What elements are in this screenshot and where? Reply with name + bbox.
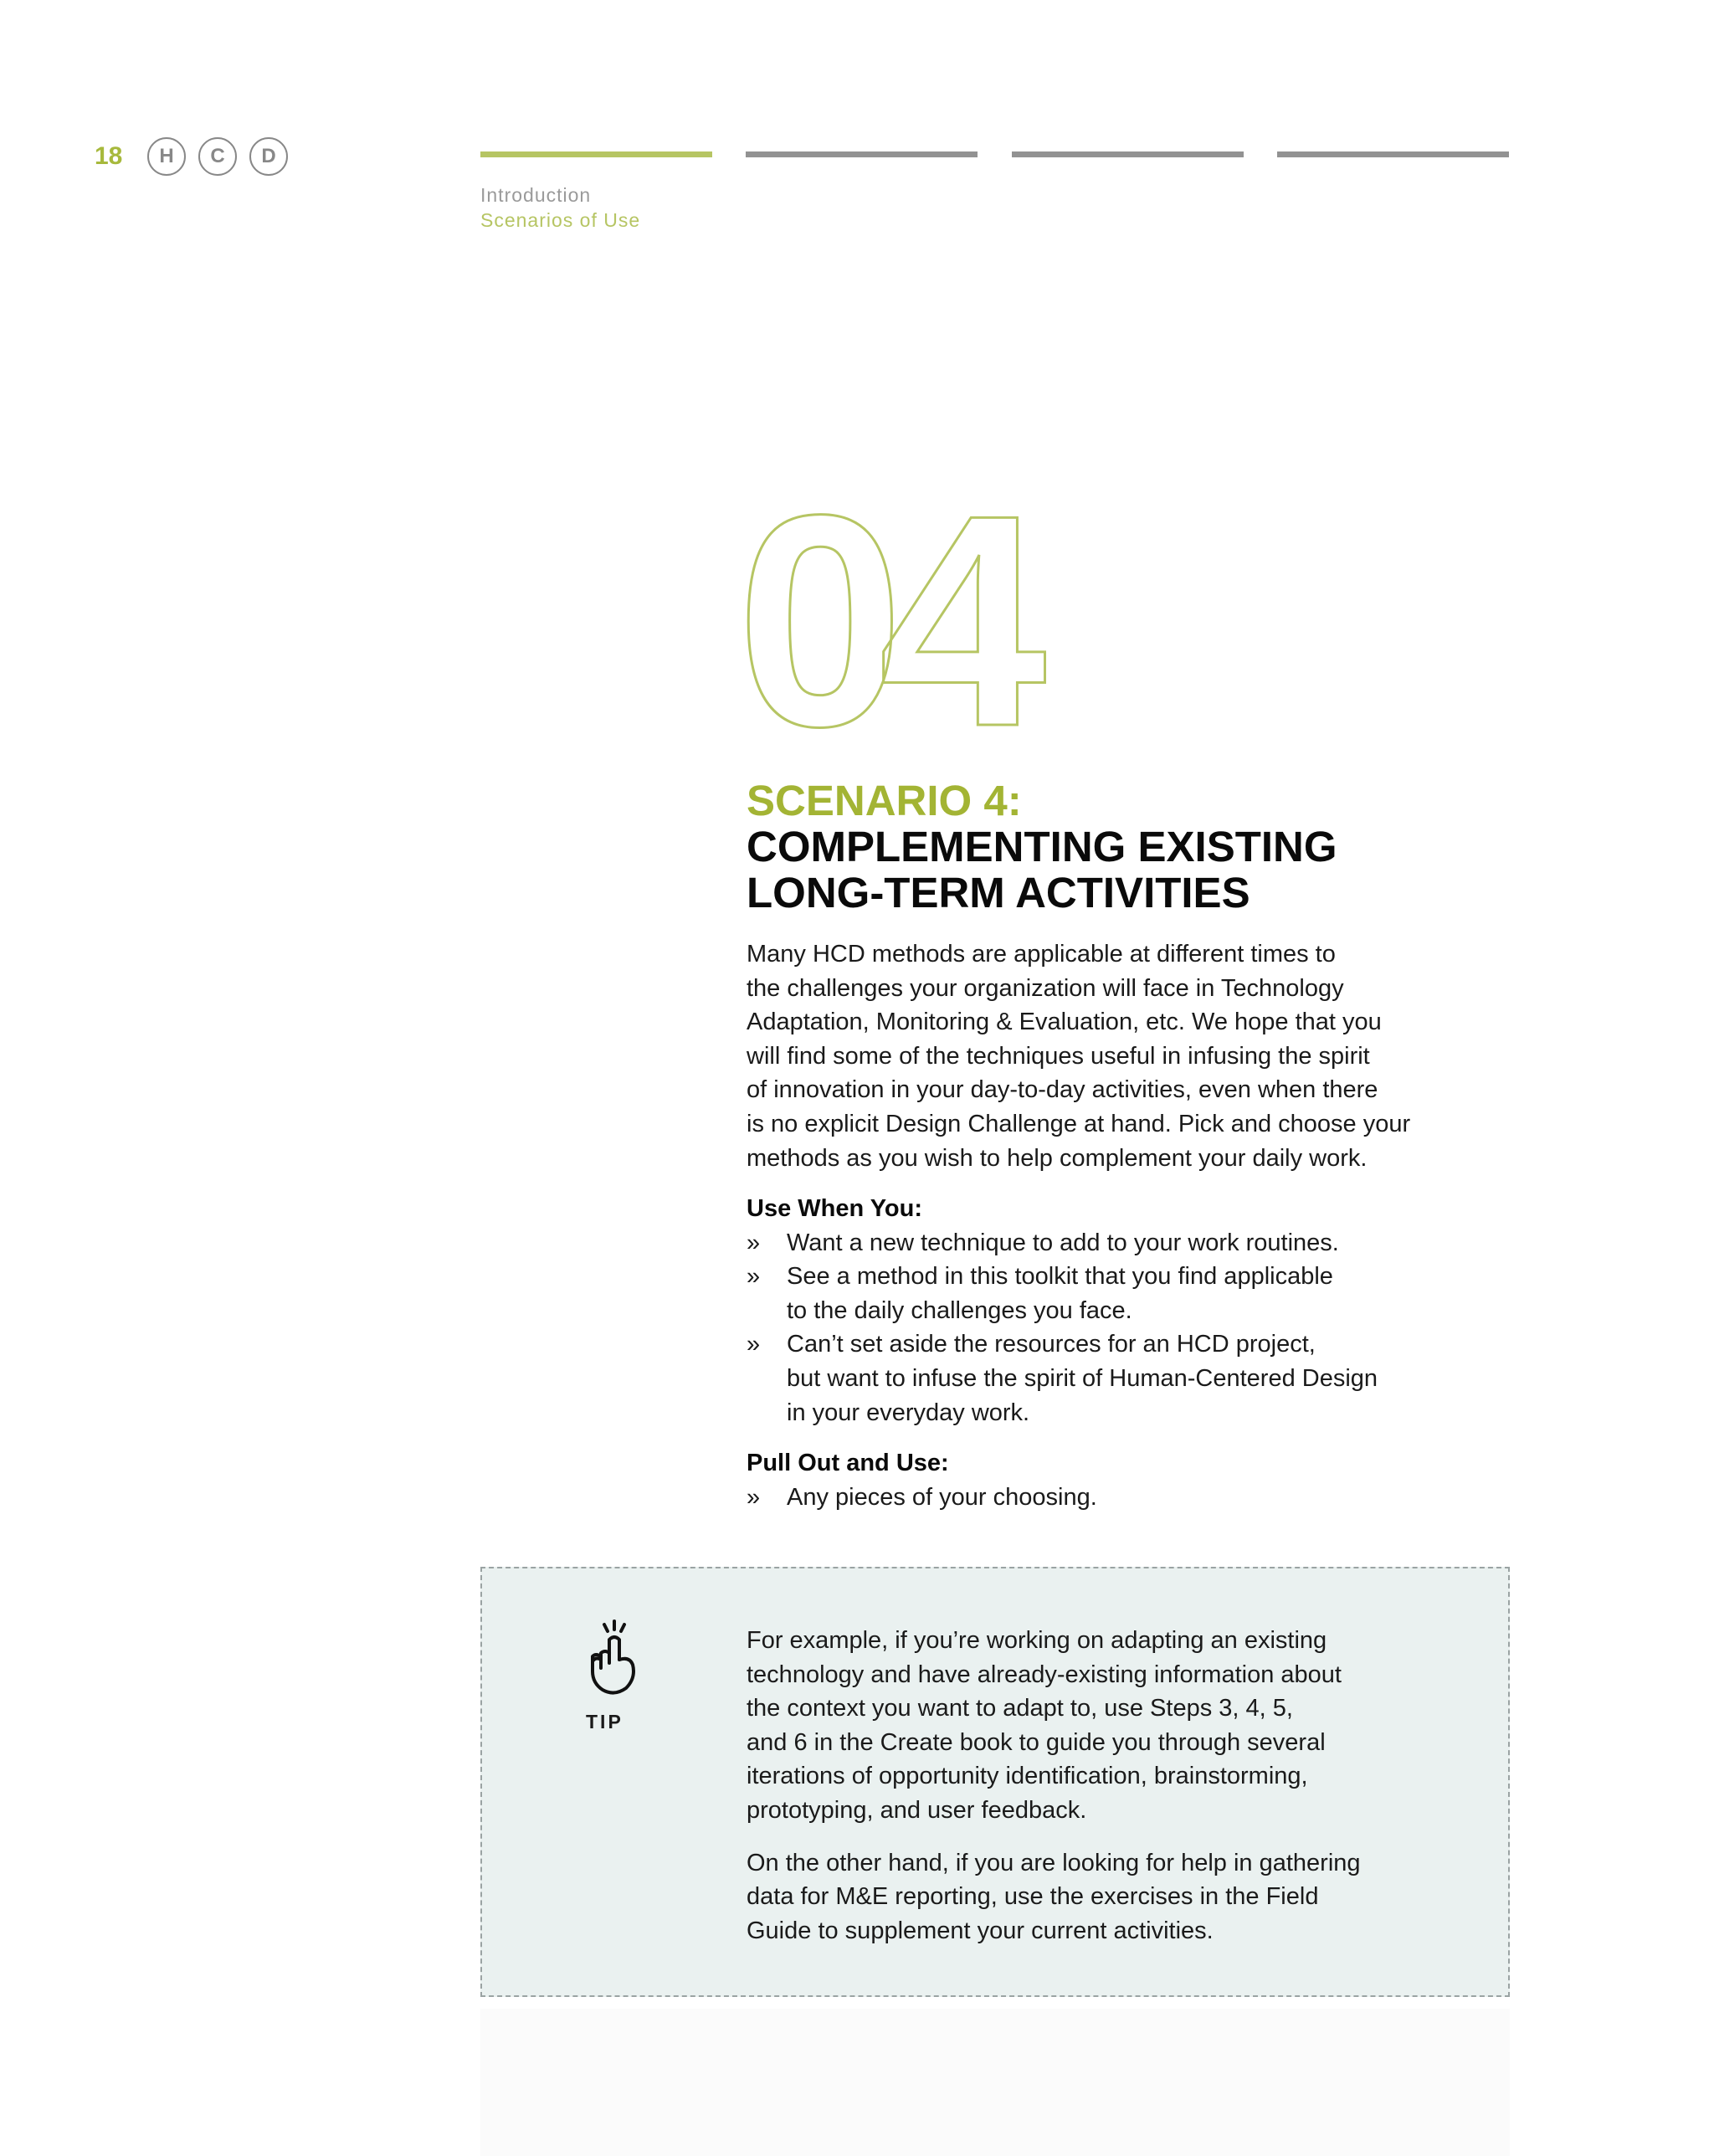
bullet-mark: » <box>747 1229 761 1256</box>
progress-segment-3 <box>1012 151 1244 157</box>
intro-line: the challenges your organization will face in Technology <box>747 974 1344 1002</box>
scenario-title <box>747 824 1550 916</box>
tip-paragraph-1 <box>747 1624 1525 1828</box>
list-item <box>747 1481 1525 1515</box>
badge-c: C <box>198 137 237 176</box>
list-item-line: Any pieces of your choosing. <box>787 1483 1097 1511</box>
breadcrumb-section: Introduction <box>480 184 592 206</box>
intro-line: Many HCD methods are applicable at different times to <box>747 941 1336 968</box>
pull-out-section <box>747 1446 1525 1514</box>
tip-line: data for M&E reporting, use the exercises in the Field <box>747 1883 1319 1911</box>
bullet-mark: » <box>747 1263 761 1291</box>
tip-paragraph-2 <box>747 1846 1525 1948</box>
intro-line: of innovation in your day-to-day activities, even when there <box>747 1076 1378 1104</box>
tip-text <box>747 1624 1525 1966</box>
tip-line: Guide to supplement your current activities. <box>747 1917 1214 1944</box>
badge-d: D <box>249 137 288 176</box>
list-item-line: Want a new technique to add to your work routines. <box>787 1229 1339 1256</box>
tip-line: prototyping, and user feedback. <box>747 1796 1087 1824</box>
pull-out-title: Pull Out and Use: <box>747 1450 949 1476</box>
scenario-label: SCENARIO 4: <box>747 777 1022 824</box>
list-item-line: See a method in this toolkit that you find applicable <box>787 1263 1333 1291</box>
list-item-line: to the daily challenges you face. <box>787 1296 1132 1324</box>
intro-line: methods as you wish to help complement your daily work. <box>747 1144 1368 1172</box>
scenario-number-outline <box>736 492 1138 735</box>
page-number: 18 <box>95 142 123 170</box>
intro-paragraph <box>747 937 1525 1175</box>
progress-segment-1 <box>480 151 712 157</box>
bullet-mark: » <box>747 1483 761 1511</box>
use-when-title: Use When You: <box>747 1195 922 1222</box>
intro-line: is no explicit Design Challenge at hand. Pick and choose your <box>747 1110 1411 1137</box>
list-item-line: but want to infuse the spirit of Human-Centered Design <box>787 1364 1378 1392</box>
progress-segment-4 <box>1277 151 1509 157</box>
scenario-number-text: 04 <box>736 492 1022 735</box>
tip-line: For example, if you’re working on adapting an existing <box>747 1627 1327 1654</box>
intro-line: will find some of the techniques useful in infusing the spirit <box>747 1042 1370 1070</box>
use-when-section <box>747 1192 1525 1430</box>
tip-line: the context you want to adapt to, use Steps 3, 4, 5, <box>747 1695 1293 1722</box>
list-item <box>747 1226 1525 1260</box>
badge-h: H <box>147 137 186 176</box>
bullet-mark: » <box>747 1331 761 1358</box>
tip-line: technology and have already-existing information about <box>747 1661 1342 1688</box>
progress-segment-2 <box>746 151 978 157</box>
breadcrumb-page: Scenarios of Use <box>480 209 641 231</box>
tip-label: TIP <box>586 1711 624 1732</box>
list-item <box>747 1327 1525 1430</box>
list-item-line: in your everyday work. <box>787 1399 1030 1426</box>
tip-line: and 6 in the Create book to guide you through several <box>747 1728 1326 1756</box>
intro-line: Adaptation, Monitoring & Evaluation, etc. We hope that you <box>747 1009 1382 1036</box>
list-item <box>747 1260 1525 1327</box>
pointing-finger-icon <box>581 1620 648 1697</box>
tip-line: On the other hand, if you are looking for help in gathering <box>747 1849 1361 1876</box>
bottom-shade <box>480 2009 1510 2156</box>
scenario-title-line-2: LONG-TERM ACTIVITIES <box>747 869 1250 916</box>
scenario-title-line-1: COMPLEMENTING EXISTING <box>747 823 1337 870</box>
list-item-line: Can’t set aside the resources for an HCD project, <box>787 1331 1316 1358</box>
tip-line: iterations of opportunity identification, brainstorming, <box>747 1763 1308 1790</box>
